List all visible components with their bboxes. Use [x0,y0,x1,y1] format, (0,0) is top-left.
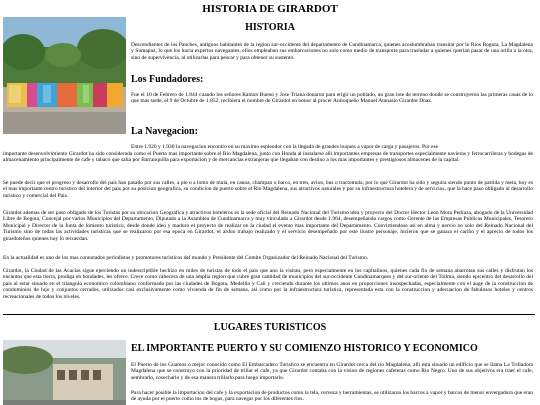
historia-heading: HISTORIA [245,22,295,33]
reinado-paragraph: Girardot ademas de ser paso obligado de los Turistas por su ubicacion Geografica y atractivos hoteleros es la sede oficial del Reinado Nacional del Turismo idea y proyecto del Doctor Hector Leon Mora Pedraza, abogado de la Universidad Libre de Bogota, Concejal por varios Municipios del Departamento, Diputado a la Asamblea de Cundinamarca y muy vinculado a Girardot desde 1.964, desempeñando cargos como Gerente de las Empresas Publicas Municipales, Tesorero Municipal y Director de la Junta de fomento turistico, desde donde ideo y maduro el proyecto de realizar en la ciudad el evento mas importante del Departamento. Convirtiendose asi en alma y nervio no solo del Reinado Nacional del Turismo sino de todas las actividades turisticas que se realizaron por esa epoca en Girardot, el arduo trabajo realizado y el servicio desempeñado por este ilustre personaje, hicieron que se ganara el cariño y el aprecio de todos los girardoteños quienes hoy lo recuerdan. [3,210,533,242]
fundadores-text: Fue el 10 de Febrero de 1.844 cuando los señores Ramon Bueno y Jose Triana donaron para erigir un poblado, un gran lote de terreno donde se construyeron las primeras casas de lo que mas tarde, el 9 de Octubre de 1.852, recibiera el nombre de Girardot en honor al procer Antioqueño Manuel Atanasio Girardot Doaz. [131,92,533,105]
historia-intro: Descendientes de los Panches, antiguos habitantes de la region sur-occidente del departamento de Cundinamarca, quienes acostumbraban transitar por lo Rios Bogota, La Magdalena y Sumapaz, lo que los hacia expertos navegantes, ellos empleaban sus embarcaciones no solo como medio de transporte para trasladar a quienes querian pasar de una orilla a la otra, sino de supervivencia, al utilizarlas para pescar y para obtener su sustento. [131,42,533,61]
puerto-text-2: Para hacer posible la importacion del cafe y la exportacion de productos como la tela, cerveza y herramientas, se utilizaron los barcos a vapor y barcos de menor envergadura que eran de ayuda por el puerto como los de bogas, para navegar por los diferentes rios. [131,390,533,403]
girardot-sign-illustration [3,17,126,134]
port-building-illustration [3,340,126,405]
navegacion-text-a: Entre 1.920 y 1.930 la navegacion encontro en su maximo esplendor con la llegada de grandes buques a vapor de carga y pasajeros. Por ese [131,144,439,150]
acacias-paragraph: Girardot, la Ciudad de las Acacias sigue ejerciendo un indescriptible hechizo en miles de turistas de todo el pais que ano la visitan, pero especialmente en los capitalinos, quienes cada fin de semana abarrotan sus calles y disfrutan los encantos que esta tierra, prodiga en bondades, les ofrece. Crece como cabecera de una amplia region que cubre gran cantidad de municipios del sur-occidente Cundinamarques y del sur-oriente del Tolima, siendo epicentro del desarrollo del pais al estar situado en el triangulo economico colombiano conformado por las ciudades de Bogota, Medellin y Cali y creciendo durante los ultimos anos en proporciones insospechadas, especialmente con el auge de la construccion de condominios de lujo y conjuntos cerrados, utilizados casi exclusivamente como vivienda de fin de semana, asi como por la infraestructura turistica, representada esta con la construccion y adecuacion de fabulosos hoteles y centros recreacionales de todos los niveles. [3,268,533,300]
puerto-heading: EL IMPORTANTE PUERTO Y SU COMIENZO HISTORICO Y ECONOMICO [131,343,478,354]
navegacion-text-b: importante desenvolvimiento Girardot ha sido considerada como el Puerto mas importante sobre el Rio Magdalena, junto con Honda al instalarse alli importantes empresas de transportes especialmente navieras y ferrocarrileras y bodegas de almacenamiento principalmente de cafe y tabaco que salia por Barranquilla para exportacion y de mercancias extranjeras que llegaban con destino a los mas importantes y prestigiosos almacenes de la capital. [3,151,533,164]
site-title: HISTORIA DE GIRARDOT [202,3,338,15]
navegacion-heading: La Navegacion: [131,126,198,137]
port-building-photo [3,340,126,405]
puerto-text: El Puerto de los Guamos o mejor conocido como El Embarcadero Turistico se encuentra en Girardot cerca del rio Magdalena, alli esta situado un edificio que se llama La Trilladora Magdalena que se construyo con la prioridad de trillar el cafe, ya que Girardot contaba con la vision de regiones cafeteras como Rio Negro. Uno de sus objetivos era traer el cafe, sembrarlo, cosecharlo y de esa manera trillarlo para luego importarlo. [131,362,533,381]
fundadores-heading: Los Fundadores: [131,74,204,85]
section-divider [3,314,535,315]
actualidad-paragraph: En la actualidad es uno de los mas connotados periodistas y promotores turisticos del mundo y Presidente del Comite Organizador del Reinado Nacional del Turismo. [3,255,369,261]
girardot-sign-photo [3,17,126,134]
lugares-heading: LUGARES TURISTICOS [213,322,327,333]
progreso-paragraph: Se puede decir que el progreso y desarrollo del pais han pasado por sus calles, a pie o a lomo de mula, en canoa, champan o barco, en tren, avion, bus o tractomula, por lo que Girardot ha sido y seguira siendo punto de partida y meta, hoy es el mas importante centro turistico del interior del pais por su posicion geografica, su condicion de puerto sobre el Rio Magdalena, sus atractivos naturales y por su infraestructura hotelera y de servicios, que la hace paso obligado al desarrollo turistico y comercial del Pais. [3,180,533,199]
